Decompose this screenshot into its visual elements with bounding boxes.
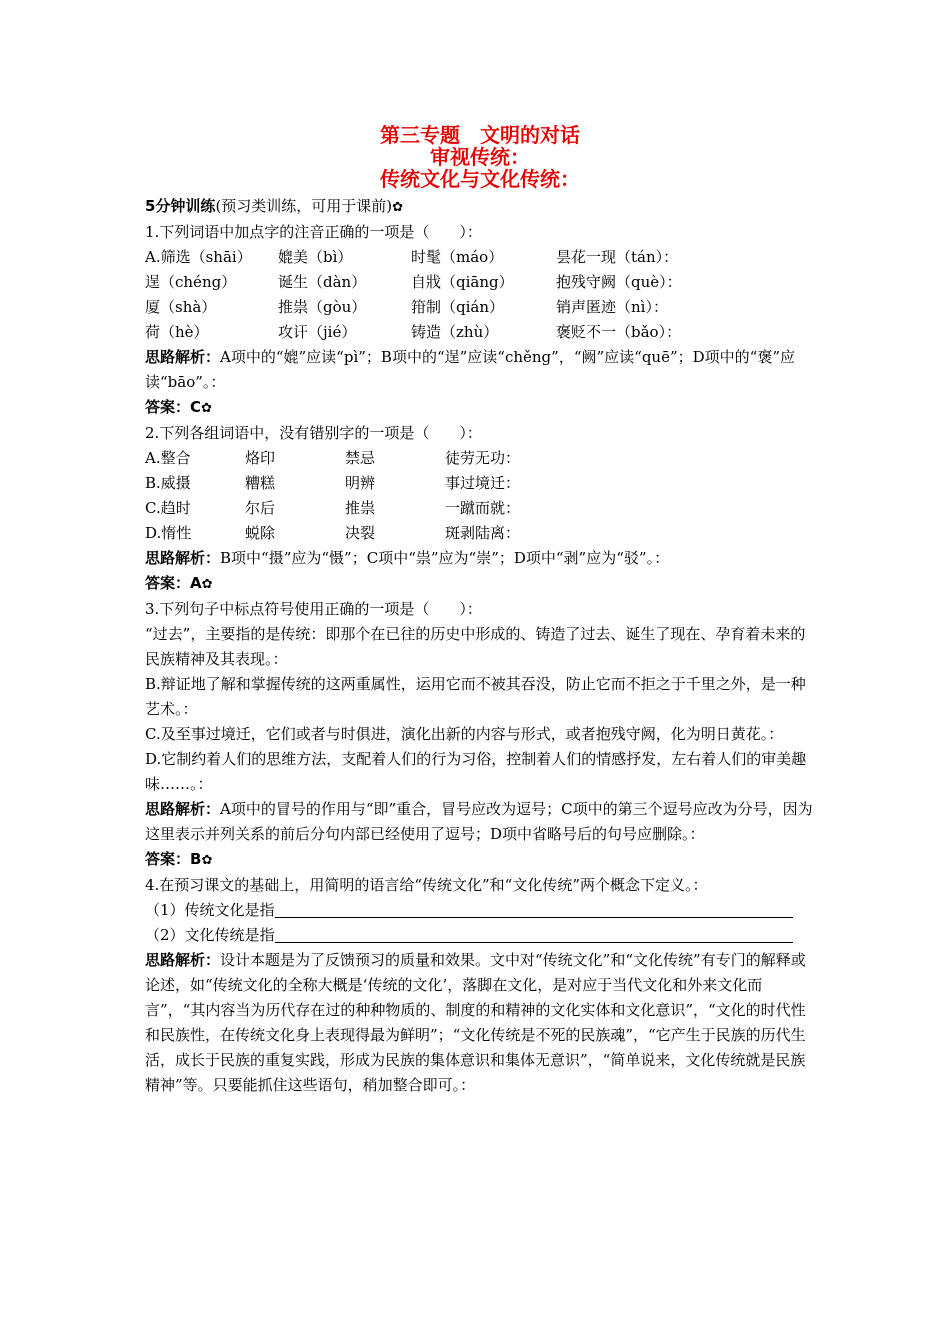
question-1-analysis	[145, 345, 815, 395]
answer-value: B	[190, 850, 202, 868]
option-cell: 厦（shà）	[145, 298, 217, 316]
question-1-row	[145, 245, 815, 270]
section-heading: 5分钟训练	[145, 197, 216, 215]
answer-blank-line	[275, 901, 793, 918]
option-cell: 禁忌	[345, 449, 376, 467]
section-note: (预习类训练，可用于课前)	[215, 197, 393, 215]
section-intro	[145, 194, 815, 220]
question-3-option-c: C.及至事过境迁，它们或者与时俱进，演化出新的内容与形式，或者抱残守阙，化为明日黄花。：	[145, 725, 784, 743]
option-cell: 烙印	[245, 449, 276, 467]
analysis-label: 思路解析：	[145, 800, 221, 818]
question-3-option-b: B.辩证地了解和掌握传统的这两重属性，运用它而不被其吞没，防止它而不拒之于千里之外，是一种艺术。：	[145, 675, 806, 718]
question-3-option-d: D.它制约着人们的思维方法，支配着人们的行为习俗，控制着人们的情感抒发，左右着人们的审美趣味……。：	[145, 750, 807, 793]
definition-blank-1	[145, 898, 815, 923]
analysis-text: A项中的冒号的作用与“即”重合，冒号应改为逗号；C项中的第三个逗号应改为分号，因为这里表示并列关系的前后分句内部已经使用了逗号；D项中省略号后的句号应删除。：	[145, 800, 813, 843]
question-2-stem: 2.下列各组词语中，没有错别字的一项是（ ）：	[145, 424, 482, 442]
question-1-row	[145, 270, 815, 295]
analysis-label: 思路解析：	[145, 348, 221, 366]
option-cell: B.威摄	[145, 474, 191, 492]
analysis-text: 设计本题是为了反馈预习的质量和效果。文中对“传统文化”和“文化传统”有专门的解释或论述，如“传统文化的全称大概是‘传统的文化’，落脚在文化，是对应于当代文化和外来文化而言”，“其内容当为历代存在过的种种物质的、制度的和精神的文化实体和文化意识”，“文化的时代性和民族性，在传统文化身上表现得最为鲜明”；“文化传统是不死的民族魂”，“它产生于民族的历代生活，成长于民族的重复实践，形成为民族的集体意识和集体无意识”，“简单说来，文化传统就是民族精神”等。只要能抓住这些语句，稍加整合即可。：	[145, 951, 806, 1094]
decoration-icon: ✿	[201, 401, 212, 416]
option-cell: 徒劳无功：	[445, 449, 521, 467]
question-1-row	[145, 320, 815, 345]
option-cell: D.惰性	[145, 524, 192, 542]
option-cell: 糟糕	[245, 474, 276, 492]
option-cell: 蜕除	[245, 524, 276, 542]
option-cell: 抱残守阙（què）：	[556, 273, 682, 291]
option-cell: 斑剥陆离：	[445, 524, 521, 542]
question-2-row	[145, 521, 815, 546]
option-cell: C.趋时	[145, 499, 191, 517]
question-2-row	[145, 446, 815, 471]
option-cell: 事过境迁：	[445, 474, 521, 492]
question-1-answer	[145, 395, 815, 421]
option-cell: 自戕（qiāng）	[411, 273, 514, 291]
analysis-text: B项中“摄”应为“慑”；C项中“祟”应为“崇”；D项中“剥”应为“驳”。：	[220, 549, 670, 567]
question-2-analysis	[145, 546, 815, 571]
decoration-icon: ✿	[201, 853, 213, 868]
option-cell: 褒贬不一（bǎo）：	[556, 323, 682, 341]
question-3-answer	[145, 847, 815, 873]
question-2-row	[145, 496, 815, 521]
question-4-analysis	[145, 948, 815, 1098]
option-cell: A.整合	[145, 449, 191, 467]
question-2-row	[145, 471, 815, 496]
blank-label: （1）传统文化是指	[145, 901, 275, 919]
question-3-analysis	[145, 797, 815, 847]
option-cell: 推祟（gòu）	[278, 298, 367, 316]
question-1-row	[145, 295, 815, 320]
option-cell: 销声匿迹（nì）：	[556, 298, 668, 316]
option-cell: 尔后	[245, 499, 276, 517]
option-cell: 攻讦（jié）	[278, 323, 357, 341]
analysis-label: 思路解析：	[145, 951, 221, 969]
analysis-text: A项中的“媲”应读“pì”；B项中的“逞”应读“chěng”，“阙”应读“quē”；D项中的“褒”应读“bāo”。：	[145, 348, 795, 391]
option-cell: 时髦（máo）	[411, 248, 504, 266]
analysis-label: 思路解析：	[145, 549, 221, 567]
option-cell: 昙花一现（tán）：	[556, 248, 679, 266]
answer-label: 答案：	[145, 574, 191, 592]
option-cell: 决裂	[345, 524, 376, 542]
option-cell: 荷（hè）	[145, 323, 209, 341]
option-cell: 诞生（dàn）	[278, 273, 367, 291]
option-cell: 一蹴而就：	[445, 499, 521, 517]
question-2-answer	[145, 571, 815, 597]
option-cell: 推祟	[345, 499, 376, 517]
answer-label: 答案：	[145, 850, 191, 868]
option-cell: 逞（chéng）	[145, 273, 237, 291]
document-page	[145, 124, 815, 1098]
option-cell: 箝制（qián）	[411, 298, 505, 316]
option-cell: 明辨	[345, 474, 376, 492]
definition-blank-2	[145, 923, 815, 948]
question-4-stem: 4.在预习课文的基础上，用简明的语言给“传统文化”和“文化传统”两个概念下定义。：	[145, 876, 708, 894]
page-subtitle-2: 传统文化与文化传统：	[380, 167, 580, 191]
question-3-stem: 3.下列句子中标点符号使用正确的一项是（ ）：	[145, 600, 482, 618]
option-cell: A.筛选（shāi）	[145, 248, 252, 266]
decoration-icon: ✿	[392, 200, 404, 215]
answer-blank-line	[275, 926, 793, 943]
question-3-option-a: “过去”，主要指的是传统：即那个在已往的历史中形成的、铸造了过去、诞生了现在、孕育着未来的民族精神及其表现。：	[145, 625, 806, 668]
answer-value: A	[190, 574, 202, 592]
answer-label: 答案：	[145, 398, 191, 416]
option-cell: 铸造（zhù）	[411, 323, 499, 341]
question-1-stem: 1.下列词语中加点字的注音正确的一项是（ ）：	[145, 223, 482, 241]
decoration-icon: ✿	[201, 577, 213, 592]
blank-label: （2）文化传统是指	[145, 926, 275, 944]
page-title: 第三专题 文明的对话	[380, 123, 580, 147]
answer-value: C	[190, 398, 202, 416]
page-subtitle: 审视传统：	[430, 145, 530, 169]
option-cell: 媲美（bì）	[278, 248, 353, 266]
